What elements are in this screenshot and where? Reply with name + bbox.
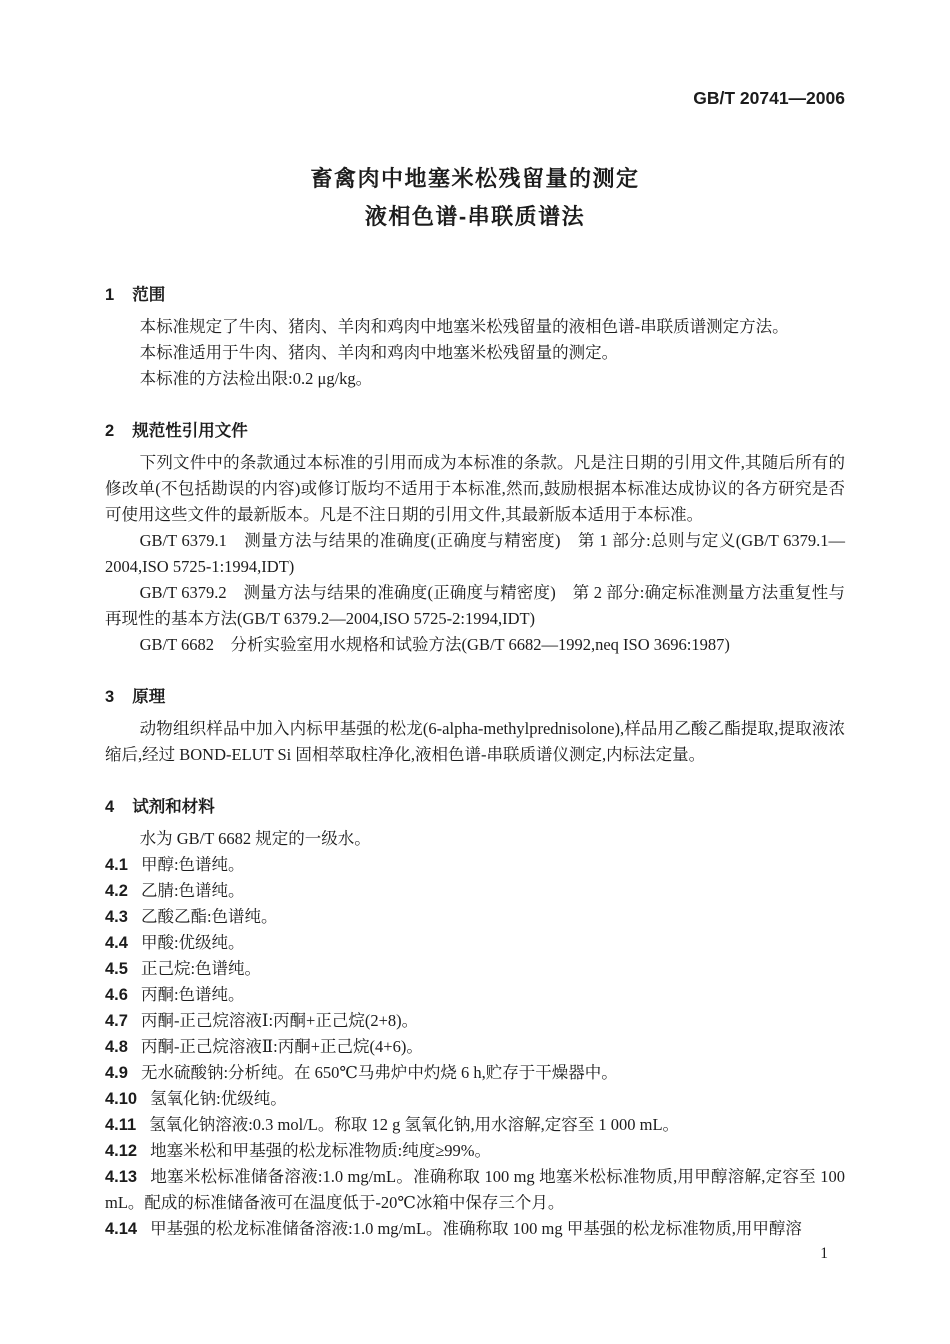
clause-text: 无水硫酸钠:分析纯。在 650℃马弗炉中灼烧 6 h,贮存于干燥器中。 — [140, 1063, 618, 1082]
clause-number: 4.3 — [105, 908, 128, 926]
clause-number: 4.7 — [105, 1012, 128, 1030]
section-scope-title: 范围 — [132, 286, 166, 304]
scope-paragraph-2: 本标准适用于牛肉、猪肉、羊肉和鸡肉中地塞米松残留量的测定。 — [139, 343, 619, 362]
clause-item-4-12 — [105, 1138, 845, 1164]
clause-number: 4.6 — [105, 986, 128, 1004]
clause-text: 丙酮-正己烷溶液Ⅱ:丙酮+正己烷(4+6)。 — [140, 1037, 423, 1056]
clause-item-4-3 — [105, 904, 845, 930]
clause-text: 甲基强的松龙标准储备溶液:1.0 mg/mL。准确称取 100 mg 甲基强的松龙标准物质,用甲醇溶 — [150, 1219, 802, 1238]
clause-text: 乙腈:色谱纯。 — [140, 881, 245, 900]
section-normative-references — [105, 418, 845, 658]
section-principle — [105, 684, 845, 768]
clause-number: 4.8 — [105, 1038, 128, 1056]
title-line-2: 液相色谱-串联质谱法 — [364, 204, 586, 229]
scope-paragraph-3: 本标准的方法检出限:0.2 μg/kg。 — [139, 369, 373, 388]
section-reagents-heading — [105, 794, 845, 820]
clause-text: 乙酸乙酯:色谱纯。 — [140, 907, 278, 926]
reagents-intro-paragraph: 水为 GB/T 6682 规定的一级水。 — [139, 829, 371, 848]
clause-text: 丙酮-正己烷溶液Ⅰ:丙酮+正己烷(2+8)。 — [140, 1011, 419, 1030]
clause-text: 氢氧化钠:优级纯。 — [150, 1089, 287, 1108]
clause-text: 地塞米松和甲基强的松龙标准物质:纯度≥99%。 — [150, 1141, 492, 1160]
section-principle-number: 3 — [105, 688, 115, 706]
clause-item-4-4 — [105, 930, 845, 956]
section-principle-title: 原理 — [132, 688, 166, 706]
clause-number: 4.14 — [105, 1220, 138, 1238]
page-number: 1 — [820, 1245, 828, 1262]
clause-text: 正己烷:色谱纯。 — [140, 959, 262, 978]
clause-item-4-10 — [105, 1086, 845, 1112]
clause-item-4-14 — [105, 1216, 845, 1242]
section-scope-number: 1 — [105, 286, 115, 304]
clause-number: 4.4 — [105, 934, 128, 952]
clause-text: 丙酮:色谱纯。 — [140, 985, 245, 1004]
clause-number: 4.5 — [105, 960, 128, 978]
document-title — [105, 160, 845, 236]
clause-item-4-5 — [105, 956, 845, 982]
clause-number: 4.12 — [105, 1142, 138, 1160]
section-references-heading — [105, 418, 845, 444]
clause-number: 4.13 — [105, 1168, 138, 1186]
clause-number: 4.9 — [105, 1064, 128, 1082]
clause-number: 4.10 — [105, 1090, 138, 1108]
section-reagents-title: 试剂和材料 — [132, 798, 215, 816]
reference-entry-2: GB/T 6379.2 测量方法与结果的准确度(正确度与精密度) 第 2 部分:确定标准测量方法重复性与再现性的基本方法(GB/T 6379.2—2004,ISO 5725-2:1994,IDT) — [105, 583, 845, 628]
section-reagents-number: 4 — [105, 798, 115, 816]
clause-text: 甲醇:色谱纯。 — [140, 855, 245, 874]
clause-item-4-13 — [105, 1164, 845, 1216]
reference-entry-3: GB/T 6682 分析实验室用水规格和试验方法(GB/T 6682—1992,neq ISO 3696:1987) — [139, 635, 730, 654]
clause-number: 4.11 — [105, 1116, 137, 1134]
clause-text: 地塞米松标准储备溶液:1.0 mg/mL。准确称取 100 mg 地塞米松标准物质,用甲醇溶解,定容至 100 mL。配成的标准储备液可在温度低于-20℃冰箱中保存三个月。 — [105, 1167, 845, 1212]
section-principle-heading — [105, 684, 845, 710]
clause-item-4-6 — [105, 982, 845, 1008]
clause-item-4-7 — [105, 1008, 845, 1034]
section-scope — [105, 282, 845, 392]
clause-number: 4.2 — [105, 882, 128, 900]
title-line-1: 畜禽肉中地塞米松残留量的测定 — [310, 166, 640, 191]
principle-paragraph: 动物组织样品中加入内标甲基强的松龙(6-alpha-methylprednisolone),样品用乙酸乙酯提取,提取液浓缩后,经过 BOND-ELUT Si 固相萃取柱净化,液相色谱-串联质谱仪测定,内标法定量。 — [105, 719, 845, 764]
section-scope-heading — [105, 282, 845, 308]
clause-item-4-9 — [105, 1060, 845, 1086]
clause-text: 氢氧化钠溶液:0.3 mol/L。称取 12 g 氢氧化钠,用水溶解,定容至 1 000 mL。 — [149, 1115, 680, 1134]
clause-number: 4.1 — [105, 856, 128, 874]
clause-item-4-2 — [105, 878, 845, 904]
references-intro-paragraph: 下列文件中的条款通过本标准的引用而成为本标准的条款。凡是注日期的引用文件,其随后所有的修改单(不包括勘误的内容)或修订版均不适用于本标准,然而,鼓励根据本标准达成协议的各方研究是否可使用这些文件的最新版本。凡是不注日期的引用文件,其最新版本适用于本标准。 — [105, 453, 845, 524]
standard-number: GB/T 20741—2006 — [693, 88, 845, 108]
scope-paragraph-1: 本标准规定了牛肉、猪肉、羊肉和鸡肉中地塞米松残留量的液相色谱-串联质谱测定方法。 — [139, 317, 789, 336]
reference-entry-1: GB/T 6379.1 测量方法与结果的准确度(正确度与精密度) 第 1 部分:总则与定义(GB/T 6379.1—2004,ISO 5725-1:1994,IDT) — [105, 531, 845, 576]
section-references-title: 规范性引用文件 — [132, 422, 248, 440]
clause-text: 甲酸:优级纯。 — [140, 933, 245, 952]
clause-item-4-11 — [105, 1112, 845, 1138]
clause-item-4-1 — [105, 852, 845, 878]
section-reagents — [105, 794, 845, 1242]
clause-item-4-8 — [105, 1034, 845, 1060]
section-references-number: 2 — [105, 422, 115, 440]
